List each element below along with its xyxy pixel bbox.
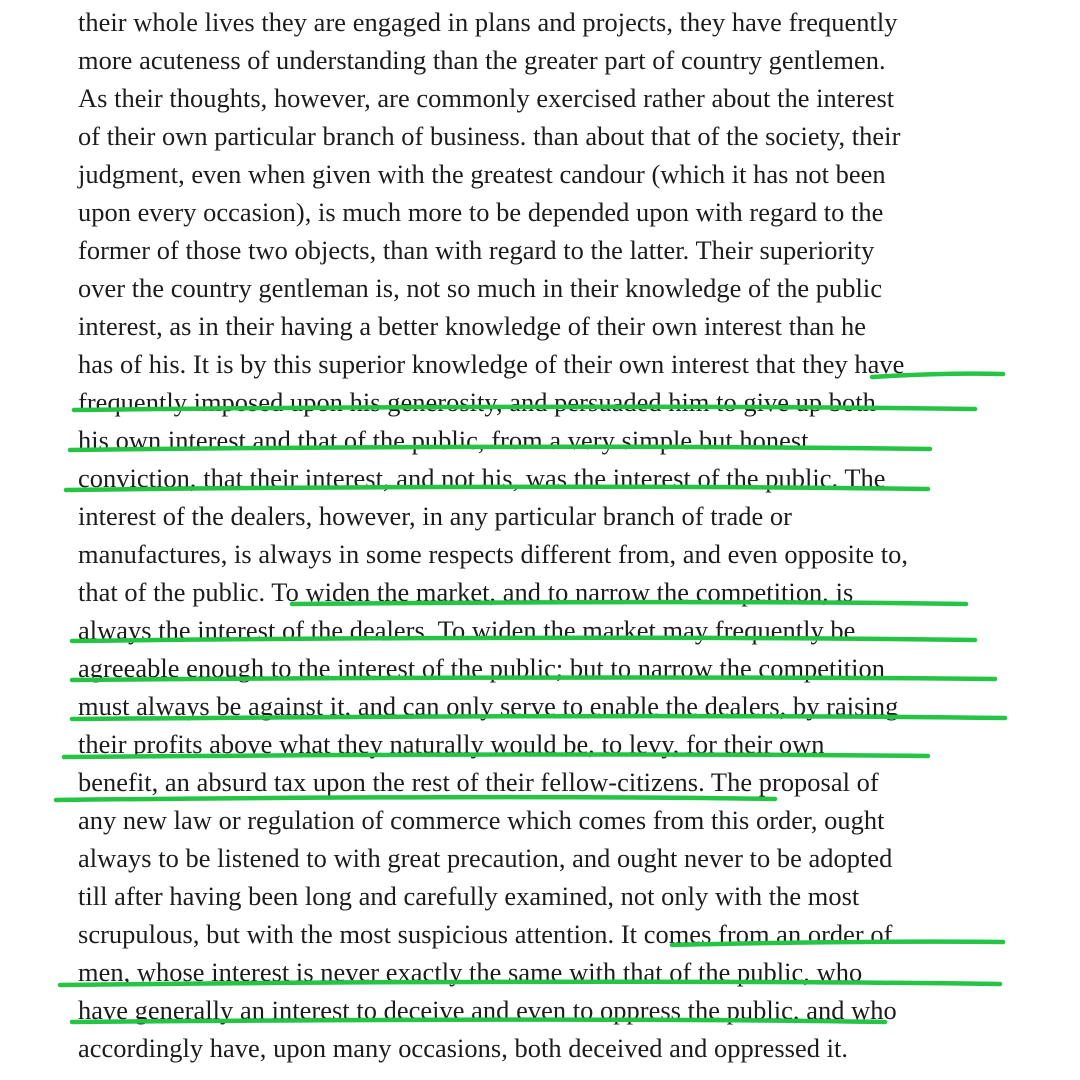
text-line-11: frequently imposed upon his generosity, and persuaded him to give up both — [78, 387, 876, 417]
text-line-3: As their thoughts, however, are commonly exercised rather about the interest — [78, 83, 895, 113]
text-line-19: must always be against it, and can only serve to enable the dealers, by raising — [78, 691, 899, 721]
text-line-15: manufactures, is always in some respects different from, and even opposite to, — [78, 539, 909, 569]
text-line-16: that of the public. To widen the market, and to narrow the competition, is — [78, 577, 854, 607]
text-line-9: interest, as in their having a better knowledge of their own interest than he — [78, 311, 866, 341]
text-line-13: conviction, that their interest, and not his, was the interest of the public. The — [78, 463, 886, 493]
text-line-10: has of his. It is by this superior knowledge of their own interest that they have — [78, 349, 905, 379]
text-line-25: scrupulous, but with the most suspicious attention. It comes from an order of — [78, 919, 893, 949]
text-line-27: have generally an interest to deceive and even to oppress the public, and who — [78, 995, 897, 1025]
text-line-21: benefit, an absurd tax upon the rest of their fellow-citizens. The proposal of — [78, 767, 879, 797]
text-line-12: his own interest and that of the public, from a very simple but honest — [78, 425, 809, 455]
text-line-4: of their own particular branch of business. than about that of the society, their — [78, 121, 901, 151]
text-line-26: men, whose interest is never exactly the same with that of the public, who — [78, 957, 863, 987]
text-line-1: their whole lives they are engaged in plans and projects, they have frequently — [78, 7, 898, 37]
text-line-17: always the interest of the dealers. To widen the market may frequently be — [78, 615, 856, 645]
text-line-14: interest of the dealers, however, in any particular branch of trade or — [78, 501, 792, 531]
text-line-28: accordingly have, upon many occasions, both deceived and oppressed it. — [78, 1033, 849, 1063]
text-line-18: agreeable enough to the interest of the public; but to narrow the competition — [78, 653, 886, 683]
text-line-5: judgment, even when given with the greatest candour (which it has not been — [78, 159, 886, 189]
text-line-6: upon every occasion), is much more to be depended upon with regard to the — [78, 197, 884, 227]
text-line-8: over the country gentleman is, not so much in their knowledge of the public — [78, 273, 883, 303]
text-line-24: till after having been long and carefully examined, not only with the most — [78, 881, 860, 911]
text-line-20: their profits above what they naturally would be, to levy, for their own — [78, 729, 825, 759]
text-line-7: former of those two objects, than with regard to the latter. Their superiority — [78, 235, 875, 265]
text-line-2: more acuteness of understanding than the greater part of country gentlemen. — [78, 45, 886, 75]
text-line-22: any new law or regulation of commerce which comes from this order, ought — [78, 805, 885, 835]
text-line-23: always to be listened to with great precaution, and ought never to be adopted — [78, 843, 893, 873]
